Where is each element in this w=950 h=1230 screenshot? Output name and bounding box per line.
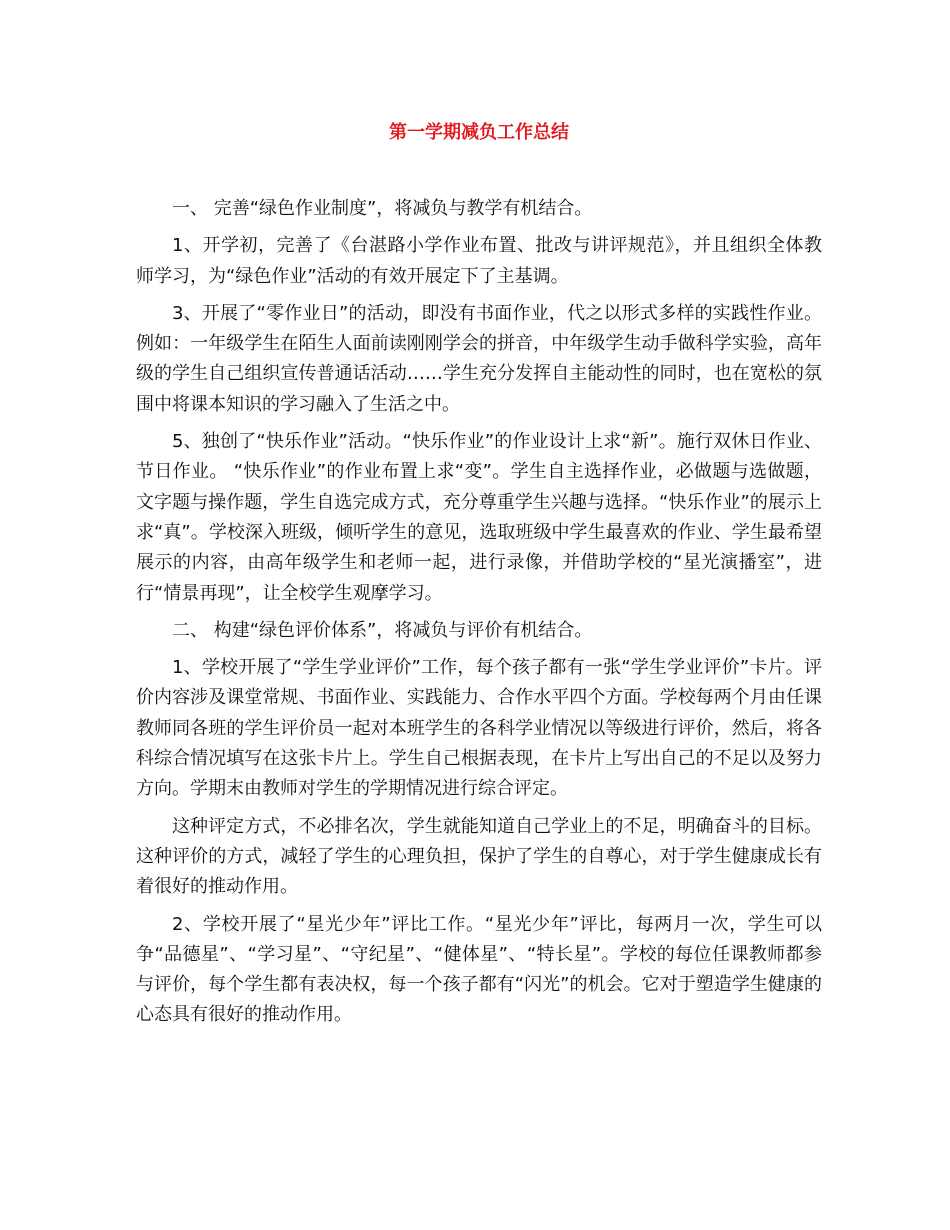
paragraph: 1、开学初，完善了《台湛路小学作业布置、批改与讲评规范》，并且组织全体教师学习，为“绿色作业”活动的有效开展定下了主基调。 [136,235,822,287]
paragraph: 5、独创了“快乐作业”活动。“快乐作业”的作业设计上求“新”。施行双休日作业、节日作业。 “快乐作业”的作业布置上求“变”。学生自主选择作业，必做题与选做题，文字题与操作题，学生自选完成方式，充分尊重学生兴趣与选择。“快乐作业”的展示上求“真”。学校深入班级，倾听学生的意见，选取班级中学生最喜欢的作业、学生最希望展示的内容，由高年级学生和老师一起，进行录像，并借助学校的“星光演播室”，进行“情景再现”，让全校学生观摩学习。 [136,431,822,604]
paragraph: 3、开展了“零作业日”的活动，即没有书面作业，代之以形式多样的实践性作业。例如：一年级学生在陌生人面前读刚刚学会的拼音，中年级学生动手做科学实验，高年级的学生自己组织宣传普通话活动……学生充分发挥自主能动性的同时，也在宽松的氛围中将课本知识的学习融入了生活之中。 [136,302,822,415]
paragraph: 这种评定方式，不必排名次，学生就能知道自己学业上的不足，明确奋斗的目标。这种评价的方式，减轻了学生的心理负担，保护了学生的自尊心，对于学生健康成长有着很好的推动作用。 [136,815,822,898]
section-heading-2: 二、 构建“绿色评价体系”，将减负与评价有机结合。 [172,619,593,641]
paragraph: 2、学校开展了“星光少年”评比工作。“星光少年”评比，每两月一次，学生可以争“品德星”、“学习星”、“守纪星”、“健体星”、“特长星”。学校的每位任课教师都参与评价，每个学生都有表决权，每一个孩子都有“闪光”的机会。它对于塑造学生健康的心态具有很好的推动作用。 [136,913,822,1026]
document-title: 第一学期减负工作总结 [389,122,569,143]
section-heading-1: 一、 完善“绿色作业制度”，将减负与教学有机结合。 [172,198,593,219]
paragraph: 1、学校开展了“学生学业评价”工作，每个孩子都有一张“学生学业评价”卡片。评价内容涉及课堂常规、书面作业、实践能力、合作水平四个方面。学校每两个月由任课教师同各班的学生评价员一起对本班学生的各科学业情况以等级进行评价，然后，将各科综合情况填写在这张卡片上。学生自己根据表现，在卡片上写出自己的不足以及努力方向。学期末由教师对学生的学期情况进行综合评定。 [136,657,822,800]
